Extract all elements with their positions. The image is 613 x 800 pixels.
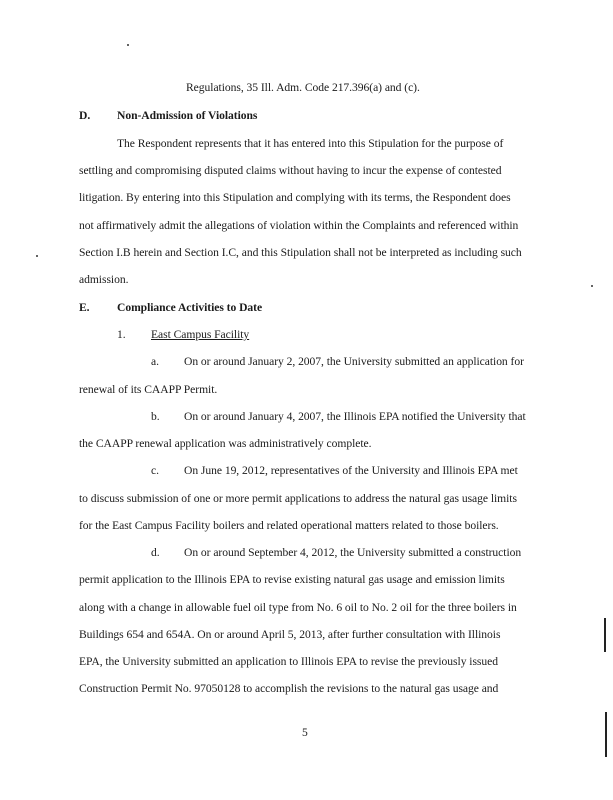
subsection-number: 1. <box>117 328 126 341</box>
item-text-line: the CAAPP renewal application was administratively complete. <box>79 437 372 450</box>
subsection-title: East Campus Facility <box>151 328 250 341</box>
scan-edge-mark <box>604 618 606 652</box>
paragraph-line: admission. <box>79 273 129 286</box>
item-text-line: Construction Permit No. 97050128 to accomplish the revisions to the natural gas usage and <box>79 682 499 695</box>
section-e-letter: E. <box>79 301 90 314</box>
scan-speck <box>36 255 38 257</box>
paragraph-line: The Respondent represents that it has entered into this Stipulation for the purpose of <box>117 137 504 150</box>
item-text-line: On or around January 2, 2007, the University submitted an application for <box>184 355 524 368</box>
item-label: d. <box>151 546 160 559</box>
page-number: 5 <box>302 726 308 739</box>
paragraph-line: Section I.B herein and Section I.C, and this Stipulation shall not be interpreted as including such <box>79 246 522 259</box>
item-text-line: Buildings 654 and 654A. On or around April 5, 2013, after further consultation with Illinois <box>79 628 501 641</box>
item-label: c. <box>151 464 159 477</box>
item-text-line: to discuss submission of one or more permit applications to address the natural gas usage limits <box>79 492 517 505</box>
scan-speck <box>127 44 129 46</box>
paragraph-line: litigation. By entering into this Stipulation and complying with its terms, the Respondent does <box>79 191 511 204</box>
regulation-citation: Regulations, 35 Ill. Adm. Code 217.396(a) and (c). <box>186 81 420 94</box>
section-d-title: Non-Admission of Violations <box>117 109 258 122</box>
paragraph-line: settling and compromising disputed claims without having to incur the expense of contested <box>79 164 502 177</box>
scan-speck <box>591 285 593 287</box>
section-d-letter: D. <box>79 109 91 122</box>
item-text-line: On or around September 4, 2012, the University submitted a construction <box>184 546 522 559</box>
item-text-line: EPA, the University submitted an application to Illinois EPA to revise the previously issued <box>79 655 498 668</box>
item-text-line: along with a change in allowable fuel oil type from No. 6 oil to No. 2 oil for the three boilers in <box>79 601 517 614</box>
item-text-line: for the East Campus Facility boilers and related operational matters related to those boilers. <box>79 519 499 532</box>
section-e-title: Compliance Activities to Date <box>117 301 263 314</box>
paragraph-line: not affirmatively admit the allegations of violation within the Complaints and referenced within <box>79 219 519 232</box>
item-text-line: permit application to the Illinois EPA to revise existing natural gas usage and emission limits <box>79 573 505 586</box>
scan-edge-mark <box>605 712 607 757</box>
item-text-line: renewal of its CAAPP Permit. <box>79 383 218 396</box>
item-label: a. <box>151 355 159 368</box>
item-label: b. <box>151 410 160 423</box>
item-text-line: On or around January 4, 2007, the Illinois EPA notified the University that <box>184 410 526 423</box>
item-text-line: On June 19, 2012, representatives of the University and Illinois EPA met <box>184 464 518 477</box>
